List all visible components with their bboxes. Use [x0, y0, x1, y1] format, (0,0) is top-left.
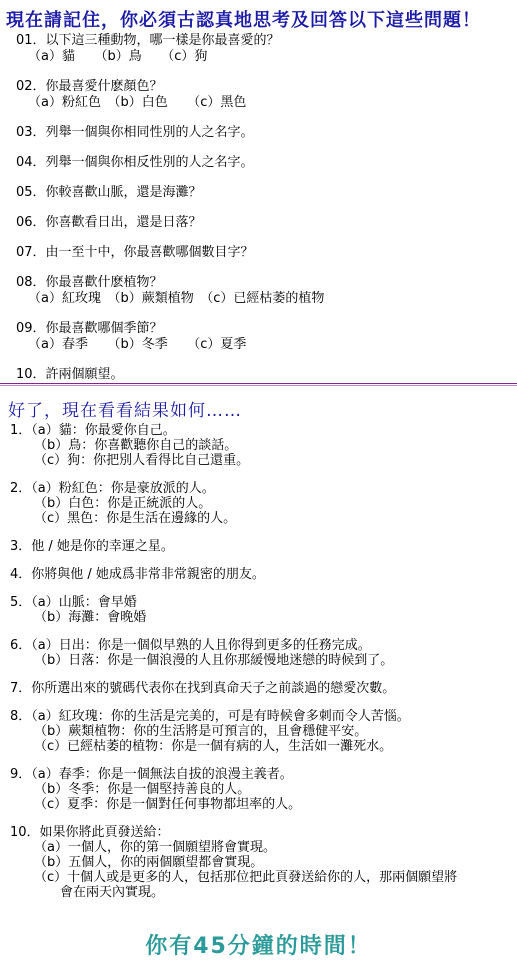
result-line: 6．（a）日出：你是一個似早熟的人且你得到更多的任務完成。 [10, 638, 371, 653]
instructions-title: 現在請記住，你必須古認真地思考及回答以下這些問題！ [6, 10, 481, 31]
question-text: 10．許兩個願望。 [16, 367, 124, 382]
result-line: （b）日落：你是一個浪漫的人且你那緩慢地迷戀的時候到了。 [34, 653, 394, 668]
result-line: （c）夏季：你是一個對任何事物都坦率的人。 [34, 797, 302, 812]
question-item [16, 185, 506, 201]
result-item [10, 709, 515, 754]
result-line: （a）一個人，你的第一個願望將會實現。 [34, 840, 276, 855]
result-line: 1．（a）貓：你最愛你自己。 [10, 423, 176, 438]
result-line: 2．（a）粉紅色：你是豪放派的人。 [10, 481, 215, 496]
question-text: 06．你喜歡看日出，還是日落？ [16, 215, 202, 230]
result-item [10, 539, 515, 554]
result-item [10, 481, 515, 526]
result-line: 9．（a）春季：你是一個無法自拔的浪漫主義者。 [10, 767, 293, 782]
result-line: （b）海灘：會晚婚 [34, 610, 147, 625]
question-text: 05．你較喜歡山脈，還是海灘？ [16, 185, 202, 200]
result-item [10, 567, 515, 582]
question-options: （a）春季 （b）冬季 （c）夏季 [28, 337, 247, 352]
result-line: 7．你所選出來的號碼代表你在找到真命天子之前談過的戀愛次數。 [10, 681, 396, 696]
result-line: （b）五個人，你的兩個願望都會實現。 [34, 855, 264, 870]
results-title: 好了，現在看看結果如何…… [8, 401, 242, 421]
question-item [16, 215, 506, 231]
question-text: 02．你最喜愛什麽顏色？ [16, 79, 163, 94]
result-item [10, 595, 515, 625]
question-text: 04．列舉一個與你相反性別的人之名字。 [16, 155, 254, 170]
result-line: 8．（a）紅玫瑰：你的生活是完美的，可是有時候會多刺而令人苦惱。 [10, 709, 410, 724]
result-line: （b）鳥：你喜歡聽你自己的談話。 [34, 438, 238, 453]
result-line: （c）已經枯萎的植物：你是一個有病的人，生活如一灘死水。 [34, 739, 393, 754]
question-item [16, 245, 506, 261]
question-text: 08．你最喜歡什麽植物？ [16, 275, 163, 290]
question-text: 09．你最喜歡哪個季節？ [16, 321, 163, 336]
question-item [16, 275, 506, 307]
result-line: 10．如果你將此頁發送給： [10, 825, 170, 840]
result-item [10, 638, 515, 668]
section-divider [0, 383, 517, 386]
question-text: 01．以下這三種動物，哪一樣是你最喜愛的？ [16, 33, 280, 48]
result-item [10, 423, 515, 468]
result-line: （c）狗：你把別人看得比自己還重。 [34, 453, 250, 468]
result-item [10, 681, 515, 696]
question-item [16, 367, 506, 383]
question-item [16, 321, 506, 353]
time-limit-footer: 你有45分鐘的時間！ [145, 934, 372, 959]
question-list [16, 33, 506, 397]
result-line: （b）蕨類植物：你的生活將是可預言的，且會穩健平安。 [34, 724, 368, 739]
question-item [16, 33, 506, 65]
question-options: （a）粉紅色 （b）白色 （c）黑色 [28, 95, 247, 110]
result-line: 會在兩天內實現。 [60, 885, 165, 900]
question-item [16, 79, 506, 111]
result-line: 3．他 / 她是你的幸運之星。 [10, 539, 174, 554]
result-line: 4．你將與他 / 她成爲非常非常親密的朋友。 [10, 567, 265, 582]
question-item [16, 155, 506, 171]
result-item [10, 825, 515, 900]
question-text: 07．由一至十中，你最喜歡哪個數目字？ [16, 245, 254, 260]
question-text: 03．列舉一個與你相同性別的人之名字。 [16, 125, 254, 140]
result-item [10, 767, 515, 812]
question-options: （a）紅玫瑰 （b）蕨類植物 （c）已經枯萎的植物 [28, 291, 325, 306]
result-line: （b）白色：你是正統派的人。 [34, 496, 212, 511]
question-options: （a）貓 （b）鳥 （c）狗 [28, 49, 208, 64]
result-line: （c）十個人或是更多的人，包括那位把此頁發送給你的人，那兩個願望將 [34, 870, 458, 885]
result-line: （b）冬季：你是一個堅持善良的人。 [34, 782, 251, 797]
result-line: （c）黑色：你是生活在邊緣的人。 [34, 511, 237, 526]
question-item [16, 125, 506, 141]
result-line: 5．（a）山脈：會早婚 [10, 595, 137, 610]
results-list [10, 423, 515, 913]
